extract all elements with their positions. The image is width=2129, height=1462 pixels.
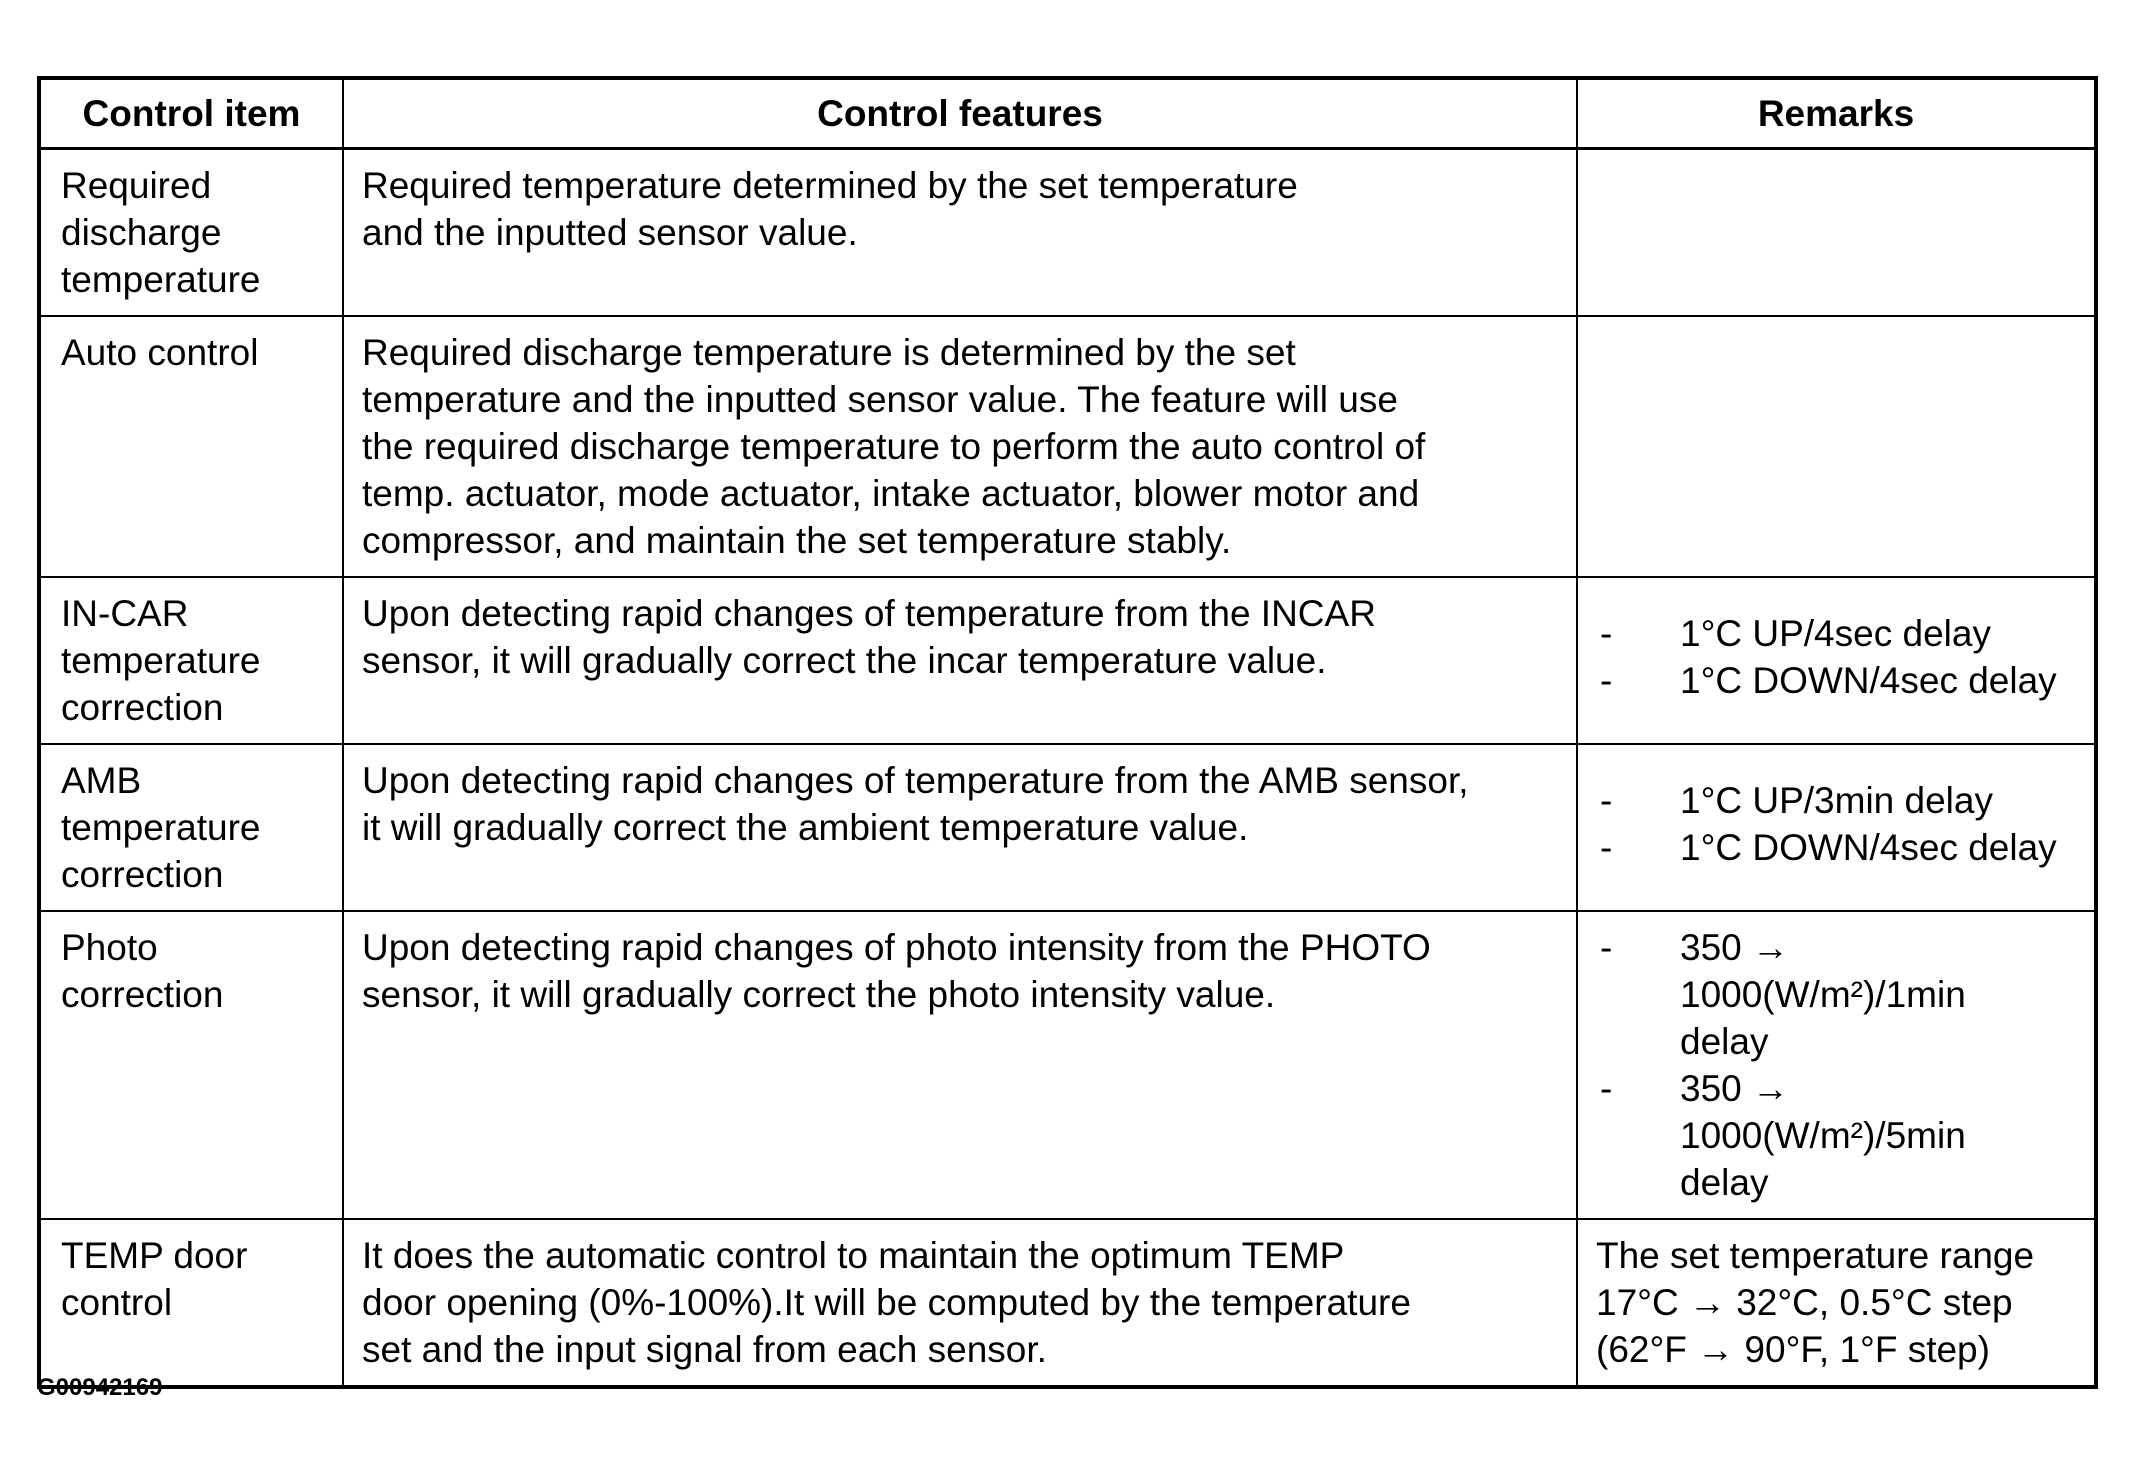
remark-item (1596, 777, 2082, 824)
control-table-container (37, 76, 2094, 1389)
control-item-cell: TEMP door control (39, 1219, 343, 1387)
control-table (37, 76, 2098, 1389)
remark-item (1596, 657, 2082, 704)
figure-id: G00942169 (37, 1374, 163, 1401)
control-feature-cell: Required discharge temperature is determined by the set temperature and the inputted sensor value. The feature will use the required discharge temperature to perform the auto control of temp. actuator, mode actuator, intake actuator, blower motor and compressor, and maintain the set temperature stably. (343, 316, 1577, 577)
remark-text: 350 → 1000(W/m²)/1min delay (1680, 927, 1966, 1062)
remark-text: 1°C DOWN/4sec delay (1680, 660, 2057, 701)
control-feature-cell: Upon detecting rapid changes of temperature from the AMB sensor, it will gradually correct the ambient temperature value. (343, 744, 1577, 911)
control-feature-cell: It does the automatic control to maintain the optimum TEMP door opening (0%-100%).It will be computed by the temperature set and the input signal from each sensor. (343, 1219, 1577, 1387)
dash-bullet: - (1600, 927, 1613, 968)
remark-text: 1°C UP/4sec delay (1680, 613, 1991, 654)
remark-item (1596, 924, 2082, 1065)
table-row (39, 316, 2096, 577)
control-item-cell: Required discharge temperature (39, 149, 343, 317)
remark-text: 1°C UP/3min delay (1680, 780, 1993, 821)
control-item-cell: Photo correction (39, 911, 343, 1219)
remarks-list (1596, 610, 2082, 704)
header-control-item: Control item (39, 78, 343, 149)
control-item-cell: Auto control (39, 316, 343, 577)
control-feature-cell: Upon detecting rapid changes of photo intensity from the PHOTO sensor, it will gradually correct the photo intensity value. (343, 911, 1577, 1219)
table-row (39, 1219, 2096, 1387)
header-control-features: Control features (343, 78, 1577, 149)
remarks-cell: The set temperature range 17°C → 32°C, 0.5°C step (62°F → 90°F, 1°F step) (1577, 1219, 2096, 1387)
dash-bullet: - (1600, 780, 1613, 821)
remarks-list (1596, 924, 2082, 1206)
control-item-cell: IN-CAR temperature correction (39, 577, 343, 744)
dash-bullet: - (1600, 827, 1613, 868)
remark-item (1596, 1065, 2082, 1206)
remark-text: 350 → 1000(W/m²)/5min delay (1680, 1068, 1966, 1203)
table-row (39, 744, 2096, 911)
remarks-cell (1577, 911, 2096, 1219)
table-row (39, 577, 2096, 744)
remark-item (1596, 610, 2082, 657)
dash-bullet: - (1600, 660, 1613, 701)
remarks-cell (1577, 149, 2096, 317)
remarks-cell (1577, 316, 2096, 577)
dash-bullet: - (1600, 1068, 1613, 1109)
control-item-cell: AMB temperature correction (39, 744, 343, 911)
control-feature-cell: Required temperature determined by the set temperature and the inputted sensor value. (343, 149, 1577, 317)
table-row (39, 149, 2096, 317)
table-header-row (39, 78, 2096, 149)
header-remarks: Remarks (1577, 78, 2096, 149)
remarks-cell (1577, 744, 2096, 911)
remarks-cell (1577, 577, 2096, 744)
remark-text: 1°C DOWN/4sec delay (1680, 827, 2057, 868)
remark-item (1596, 824, 2082, 871)
table-row (39, 911, 2096, 1219)
remarks-list (1596, 777, 2082, 871)
control-feature-cell: Upon detecting rapid changes of temperature from the INCAR sensor, it will gradually correct the incar temperature value. (343, 577, 1577, 744)
dash-bullet: - (1600, 613, 1613, 654)
